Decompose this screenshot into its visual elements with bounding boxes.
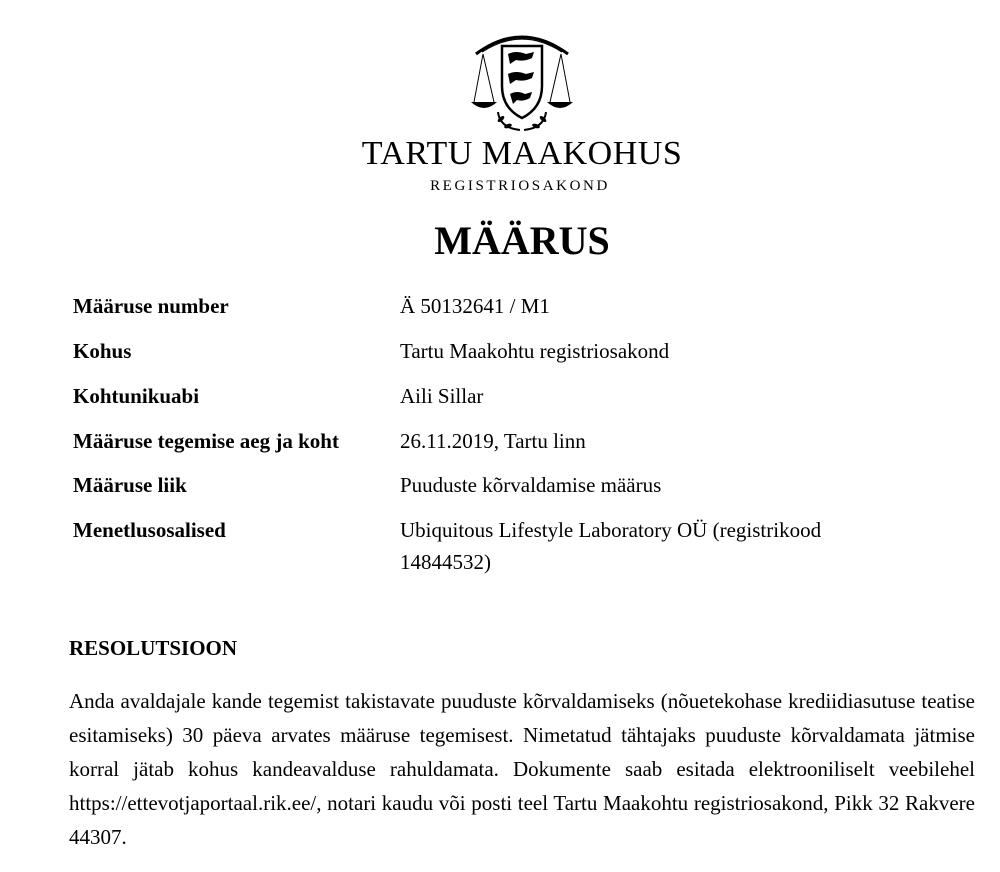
details-row — [73, 290, 933, 335]
details-label: Määruse liik — [73, 473, 187, 497]
details-table — [73, 290, 933, 578]
details-value: Ä 50132641 / M1 — [400, 294, 550, 318]
details-value: Puuduste kõrvaldamise määrus — [400, 473, 662, 497]
details-label: Määruse number — [73, 294, 229, 318]
details-row — [73, 425, 933, 469]
document-title: MÄÄRUS — [434, 218, 610, 263]
department-name: REGISTRIOSAKOND — [430, 178, 610, 194]
details-row — [73, 469, 933, 514]
details-value: 26.11.2019, Tartu linn — [400, 429, 586, 453]
resolution-heading: RESOLUTSIOON — [69, 636, 238, 660]
details-label: Määruse tegemise aeg ja koht — [73, 429, 339, 453]
details-row — [73, 335, 933, 380]
details-label: Kohus — [73, 339, 132, 363]
details-value: Aili Sillar — [400, 384, 484, 408]
details-label: Menetlusosalised — [73, 518, 226, 542]
resolution-text: Anda avaldajale kande tegemist takistavate puuduste kõrvaldamiseks (nõuetekohase krediidiasutuse teatise esitamiseks) 30 päeva arvates määruse tegemisest. Nimetatud tähtajaks puuduste kõrvaldamata jätmise korral jätab kohus kandeavalduse rahuldamata. Dokumente saab esitada elektrooniliselt veebilehel https://ettevotjaportaal.rik.ee/, notari kaudu või posti teel Tartu Maakohtu registriosakond, Pikk 32 Rakvere 44307. — [69, 689, 975, 849]
details-value: Tartu Maakohtu registriosakond — [400, 339, 670, 363]
details-label: Kohtunikuabi — [73, 384, 200, 408]
court-name: TARTU MAAKOHUS — [361, 135, 683, 172]
coat-of-arms-scales-icon — [470, 24, 574, 132]
details-row — [73, 380, 933, 425]
details-value: Ubiquitous Lifestyle Laboratory OÜ (registrikood 14844532) — [400, 518, 822, 574]
details-row — [73, 514, 933, 578]
